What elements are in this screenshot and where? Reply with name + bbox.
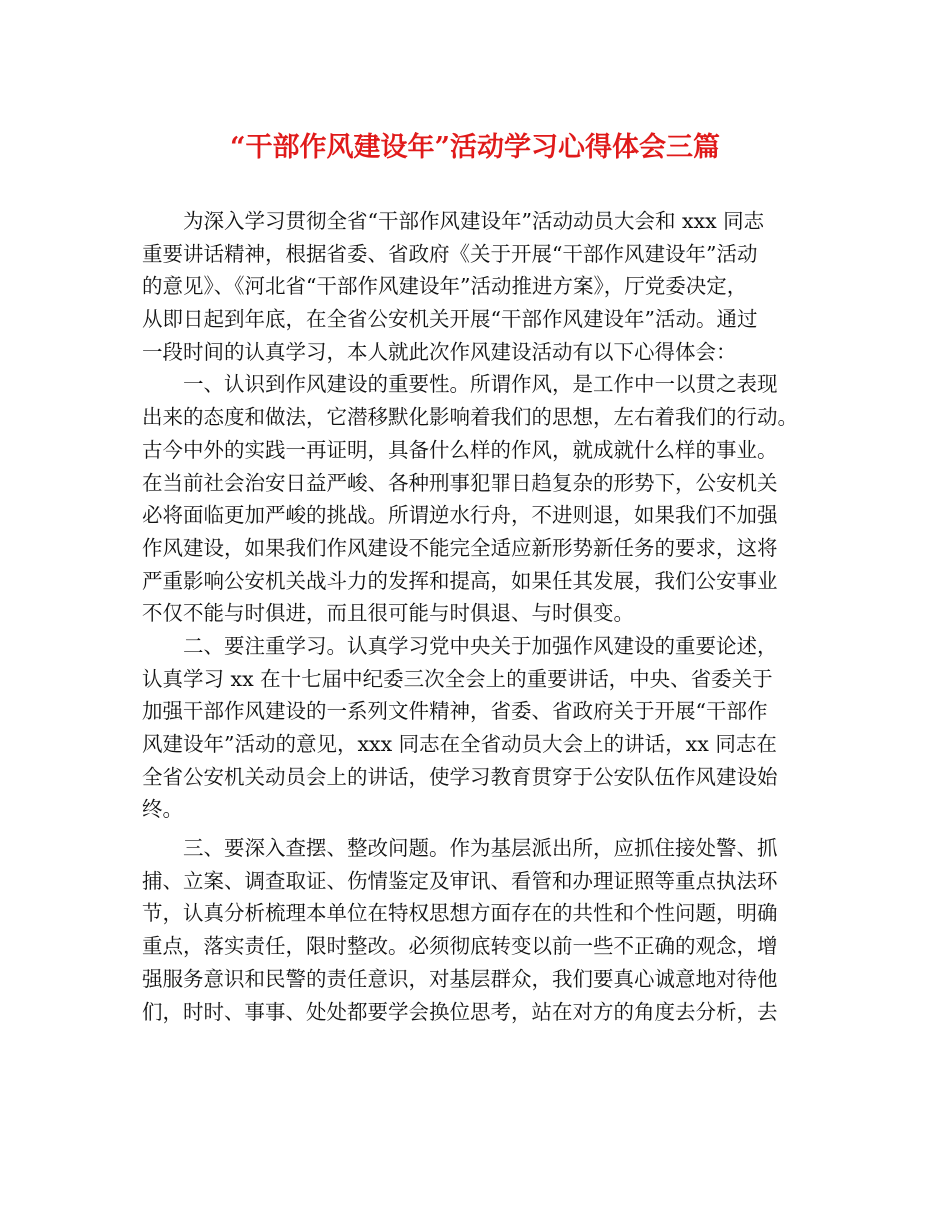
document-title: “干部作风建设年”活动学习心得体会三篇	[229, 132, 721, 163]
body-line: 从即日起到年底，在全省公安机关开展“干部作风建设年”活动。通过	[142, 307, 758, 332]
body-line: 严重影响公安机关战斗力的发挥和提高，如果任其发展，我们公安事业	[142, 568, 778, 593]
body-line: 在当前社会治安日益严峻、各种刑事犯罪日趋复杂的形势下，公安机关	[142, 470, 778, 495]
body-line: 不仅不能与时俱进，而且很可能与时俱退、与时俱变。	[142, 601, 634, 626]
body-line: 认真学习 xx 在十七届中纪委三次全会上的重要讲话，中央、省委关于	[142, 666, 773, 691]
body-line: 为深入学习贯彻全省“干部作风建设年”活动动员大会和 xxx 同志	[183, 209, 765, 233]
body-line: 一、认识到作风建设的重要性。所谓作风，是工作中一以贯之表现	[183, 372, 778, 397]
body-line: 二、要注重学习。认真学习党中央关于加强作风建设的重要论述，	[183, 633, 778, 658]
document-body	[142, 205, 832, 1028]
body-line: 捕、立案、调查取证、伤情鉴定及审讯、看管和办理证照等重点执法环	[142, 868, 778, 893]
body-line: 古今中外的实践一再证明，具备什么样的作风，就成就什么样的事业。	[142, 437, 778, 462]
body-line: 重要讲话精神，根据省委、省政府《关于开展“干部作风建设年”活动	[142, 241, 758, 266]
body-line: 重点，落实责任，限时整改。必须彻底转变以前一些不正确的观念，增	[142, 934, 778, 959]
body-line: 强服务意识和民警的责任意识，对基层群众，我们要真心诚意地对待他	[142, 966, 778, 991]
body-line: 三、要深入查摆、整改问题。作为基层派出所，应抓住接处警、抓	[183, 836, 778, 861]
body-line: 节，认真分析梳理本单位在特权思想方面存在的共性和个性问题，明确	[142, 901, 778, 926]
body-line: 终。	[142, 797, 183, 822]
body-line: 作风建设，如果我们作风建设不能完全适应新形势新任务的要求，这将	[142, 535, 778, 560]
body-line: 加强干部作风建设的一系列文件精神，省委、省政府关于开展“干部作	[142, 699, 768, 724]
body-line: 出来的态度和做法，它潜移默化影响着我们的思想，左右着我们的行动。	[142, 405, 798, 430]
body-line: 的意见》、《河北省“干部作风建设年”活动推进方案》，厅党委决定，	[142, 274, 748, 299]
body-line: 风建设年”活动的意见，xxx 同志在全省动员大会上的讲话，xx 同志在	[142, 732, 777, 756]
body-line: 们，时时、事事、处处都要学会换位思考，站在对方的角度去分析，去	[142, 999, 778, 1024]
body-line: 全省公安机关动员会上的讲话，使学习教育贯穿于公安队伍作风建设始	[142, 764, 778, 789]
body-line: 必将面临更加严峻的挑战。所谓逆水行舟，不进则退，如果我们不加强	[142, 503, 778, 528]
body-line: 一段时间的认真学习，本人就此次作风建设活动有以下心得体会：	[142, 339, 737, 364]
